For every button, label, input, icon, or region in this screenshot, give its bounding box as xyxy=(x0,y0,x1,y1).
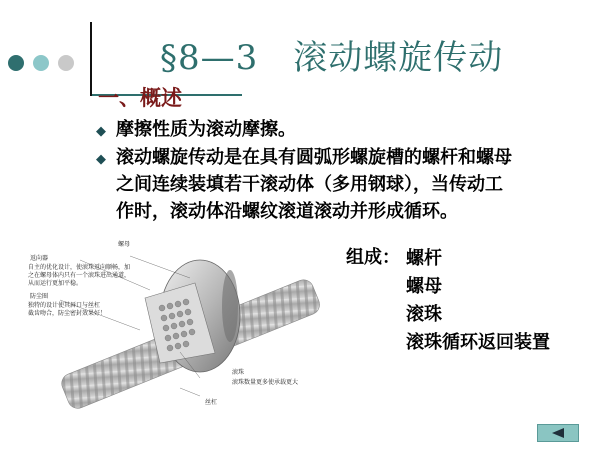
decor-dot-grey xyxy=(58,55,74,71)
bullet-line: 之间连续装填若干滚动体（多用钢球），当传动工 xyxy=(116,174,503,195)
label-screw: 丝杠 xyxy=(205,399,218,406)
section-heading: 一、概述 xyxy=(98,85,182,110)
label-ball: 滚珠 xyxy=(232,369,245,376)
label-dust-seal-desc: 截齿吻合，防尘密封效果好！ xyxy=(28,310,107,317)
label-dust-seal: 防尘圈 xyxy=(30,293,49,300)
label-deflector-desc: 从而运行更加平稳。 xyxy=(28,280,83,287)
slide-title: §8—3 滚动螺旋传动 xyxy=(160,38,504,78)
label-nut: 螺母 xyxy=(118,241,131,248)
back-button[interactable] xyxy=(537,424,579,442)
composition-item: 滚珠循环返回装置 xyxy=(406,332,550,353)
composition-label: 组成： xyxy=(346,247,400,268)
diamond-bullet-icon: ◆ xyxy=(96,152,106,167)
decor-dot-light xyxy=(33,55,49,71)
bullet-line: 滚动螺旋传动是在具有圆弧形螺旋槽的螺杆和螺母 xyxy=(116,147,512,168)
label-dust-seal-desc: 独特的设计使其唇口与丝杠 xyxy=(28,302,101,309)
composition-item: 螺母 xyxy=(406,276,442,297)
decor-dot-dark xyxy=(8,55,24,71)
bullet-1-text xyxy=(116,116,296,143)
left-triangle-icon xyxy=(550,427,566,439)
bullet-2-text xyxy=(116,144,512,225)
label-deflector-desc: 自主的优化设计，使滚珠返向顺畅，加 xyxy=(28,264,131,271)
label-deflector-desc: 之在螺母体内只有一个滚珠进出通道， xyxy=(28,272,131,279)
bullet-line: 作时，滚动体沿螺纹滚道滚动并形成循环。 xyxy=(116,201,458,222)
bullet-line: 摩擦性质为滚动摩擦。 xyxy=(116,119,296,140)
diamond-bullet-icon: ◆ xyxy=(96,124,106,139)
composition-item: 螺杆 xyxy=(406,248,442,269)
label-deflector: 返向器 xyxy=(30,255,49,262)
composition-item: 滚珠 xyxy=(406,304,442,325)
label-ball-desc: 滚珠数量更多使承载更大 xyxy=(232,379,299,386)
ball-screw-diagram xyxy=(0,238,340,418)
title-divider xyxy=(90,22,92,96)
